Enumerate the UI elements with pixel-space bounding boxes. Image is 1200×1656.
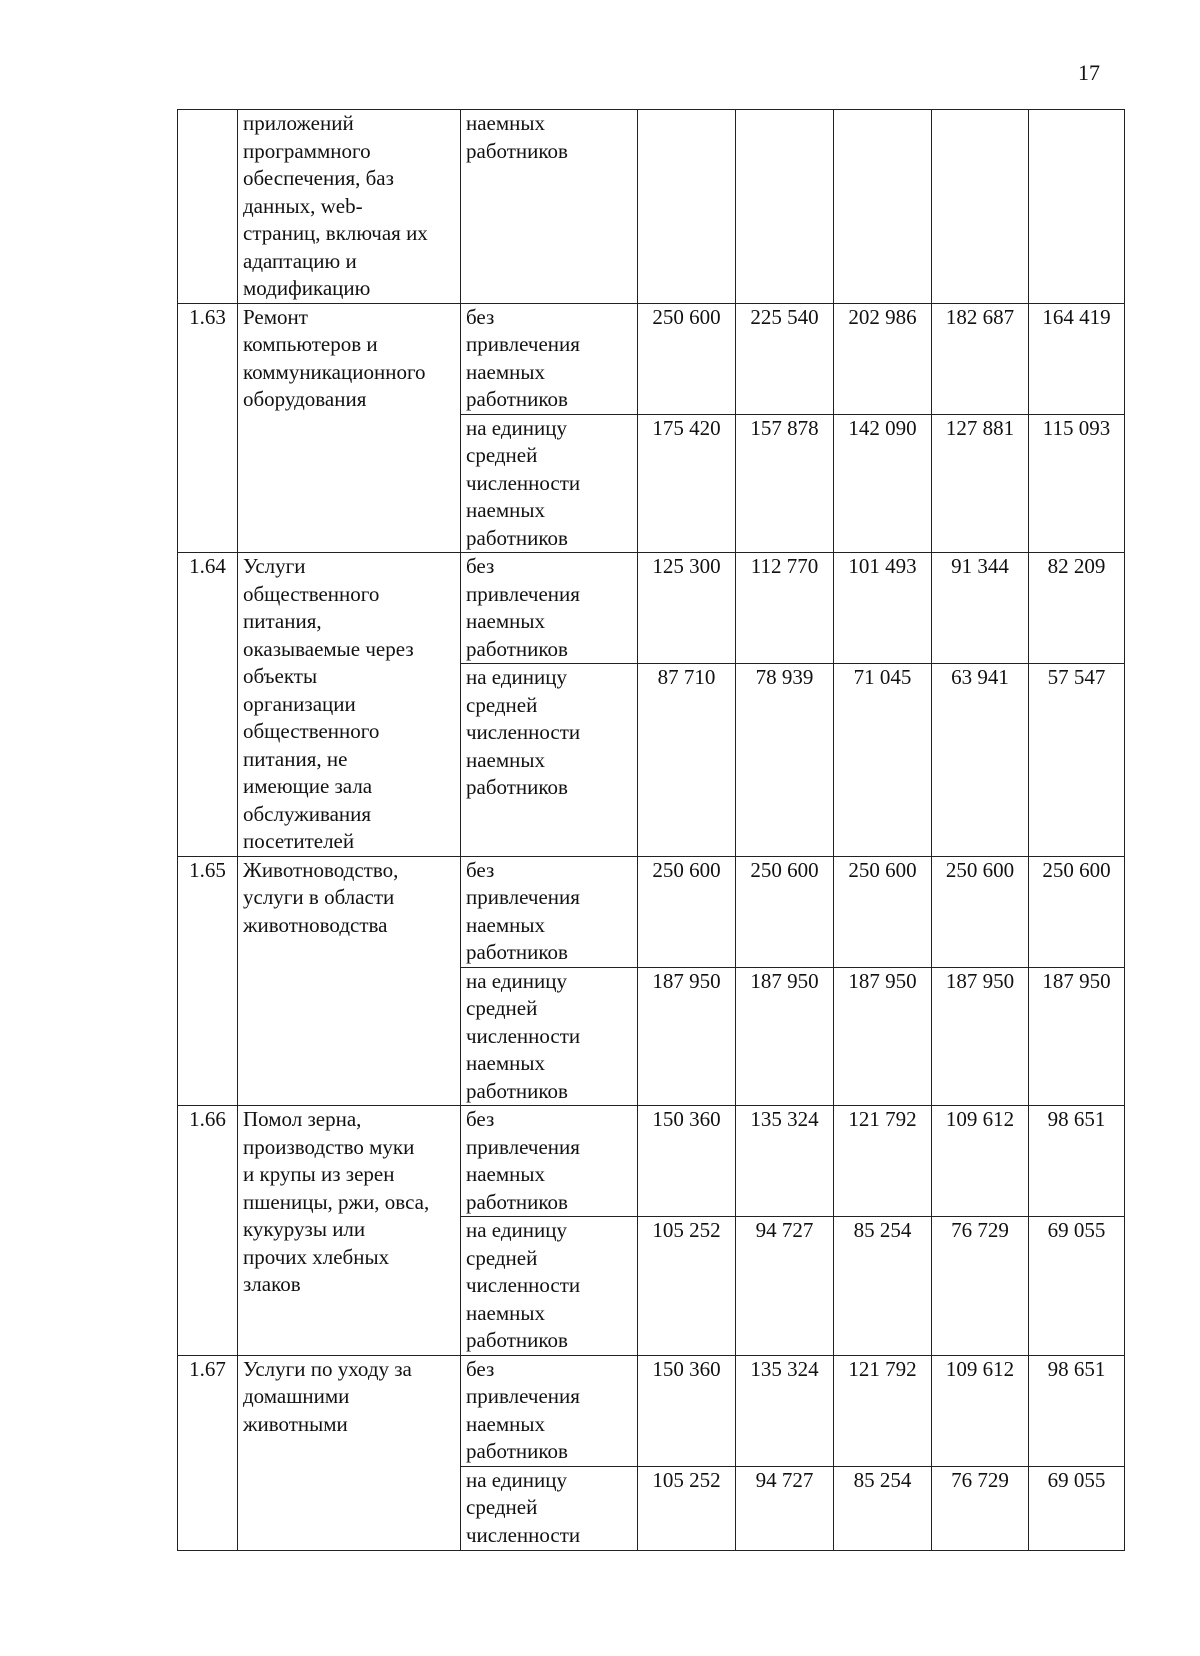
row-number: 1.65 <box>178 856 238 1106</box>
value-cell: 250 600 <box>1029 856 1125 967</box>
value-cell: 115 093 <box>1029 414 1125 553</box>
activity-name: Услуги по уходу за домашними животными <box>238 1355 461 1550</box>
value-cell: 71 045 <box>834 664 932 856</box>
value-cell: 187 950 <box>932 967 1029 1106</box>
calc-basis: наемных работников <box>461 110 638 304</box>
value-cell: 82 209 <box>1029 553 1125 664</box>
value-cell <box>638 110 736 304</box>
table-row-1-65 <box>178 856 1125 967</box>
value-cell: 94 727 <box>736 1217 834 1356</box>
table-row-1-64 <box>178 553 1125 664</box>
value-cell: 250 600 <box>638 856 736 967</box>
value-cell: 225 540 <box>736 303 834 414</box>
value-cell: 164 419 <box>1029 303 1125 414</box>
calc-basis: на единицу средней численности наемных работников <box>461 414 638 553</box>
activity-name: Услуги общественного питания, оказываемые через объекты организации общественного питания, не имеющие зала обслуживания посетителей <box>238 553 461 857</box>
row-number: 1.64 <box>178 553 238 857</box>
table-row-1-63 <box>178 303 1125 414</box>
value-cell: 250 600 <box>932 856 1029 967</box>
value-cell: 87 710 <box>638 664 736 856</box>
value-cell: 85 254 <box>834 1217 932 1356</box>
value-cell: 135 324 <box>736 1355 834 1466</box>
value-cell: 98 651 <box>1029 1106 1125 1217</box>
page-number: 17 <box>1078 60 1100 85</box>
value-cell: 135 324 <box>736 1106 834 1217</box>
value-cell: 202 986 <box>834 303 932 414</box>
value-cell: 57 547 <box>1029 664 1125 856</box>
activity-name: приложений программного обеспечения, баз данных, web- страниц, включая их адаптацию и модификацию <box>238 110 461 304</box>
row-number: 1.66 <box>178 1106 238 1356</box>
calc-basis: на единицу средней численности наемных работников <box>461 1217 638 1356</box>
calc-basis: на единицу средней численности наемных работников <box>461 664 638 856</box>
value-cell: 112 770 <box>736 553 834 664</box>
value-cell: 187 950 <box>638 967 736 1106</box>
value-cell: 121 792 <box>834 1355 932 1466</box>
value-cell: 150 360 <box>638 1106 736 1217</box>
value-cell: 98 651 <box>1029 1355 1125 1466</box>
calc-basis: на единицу средней численности <box>461 1466 638 1550</box>
value-cell <box>1029 110 1125 304</box>
value-cell: 69 055 <box>1029 1217 1125 1356</box>
value-cell: 109 612 <box>932 1355 1029 1466</box>
value-cell: 187 950 <box>1029 967 1125 1106</box>
value-cell: 78 939 <box>736 664 834 856</box>
value-cell: 105 252 <box>638 1466 736 1550</box>
calc-basis: на единицу средней численности наемных работников <box>461 967 638 1106</box>
value-cell <box>736 110 834 304</box>
value-cell: 250 600 <box>638 303 736 414</box>
value-cell: 109 612 <box>932 1106 1029 1217</box>
value-cell: 182 687 <box>932 303 1029 414</box>
value-cell: 101 493 <box>834 553 932 664</box>
value-cell: 121 792 <box>834 1106 932 1217</box>
value-cell: 63 941 <box>932 664 1029 856</box>
value-cell: 76 729 <box>932 1217 1029 1356</box>
value-cell: 142 090 <box>834 414 932 553</box>
value-cell: 187 950 <box>736 967 834 1106</box>
value-cell: 127 881 <box>932 414 1029 553</box>
row-number: 1.67 <box>178 1355 238 1550</box>
value-cell: 250 600 <box>736 856 834 967</box>
calc-basis: без привлечения наемных работников <box>461 553 638 664</box>
calc-basis: без привлечения наемных работников <box>461 1355 638 1466</box>
tax-rates-table <box>177 109 1125 1551</box>
value-cell: 125 300 <box>638 553 736 664</box>
value-cell: 91 344 <box>932 553 1029 664</box>
value-cell <box>932 110 1029 304</box>
row-number <box>178 110 238 304</box>
row-number: 1.63 <box>178 303 238 553</box>
value-cell: 150 360 <box>638 1355 736 1466</box>
value-cell: 187 950 <box>834 967 932 1106</box>
value-cell: 157 878 <box>736 414 834 553</box>
table-row-1-66 <box>178 1106 1125 1217</box>
value-cell: 76 729 <box>932 1466 1029 1550</box>
activity-name: Животноводство, услуги в области животноводства <box>238 856 461 1106</box>
calc-basis: без привлечения наемных работников <box>461 1106 638 1217</box>
activity-name: Помол зерна, производство муки и крупы из зерен пшеницы, ржи, овса, кукурузы или прочих хлебных злаков <box>238 1106 461 1356</box>
activity-name: Ремонт компьютеров и коммуникационного оборудования <box>238 303 461 553</box>
value-cell: 105 252 <box>638 1217 736 1356</box>
value-cell: 85 254 <box>834 1466 932 1550</box>
value-cell: 69 055 <box>1029 1466 1125 1550</box>
calc-basis: без привлечения наемных работников <box>461 303 638 414</box>
calc-basis: без привлечения наемных работников <box>461 856 638 967</box>
value-cell: 175 420 <box>638 414 736 553</box>
table-row-continued <box>178 110 1125 304</box>
table-row-1-67 <box>178 1355 1125 1466</box>
value-cell <box>834 110 932 304</box>
value-cell: 94 727 <box>736 1466 834 1550</box>
value-cell: 250 600 <box>834 856 932 967</box>
